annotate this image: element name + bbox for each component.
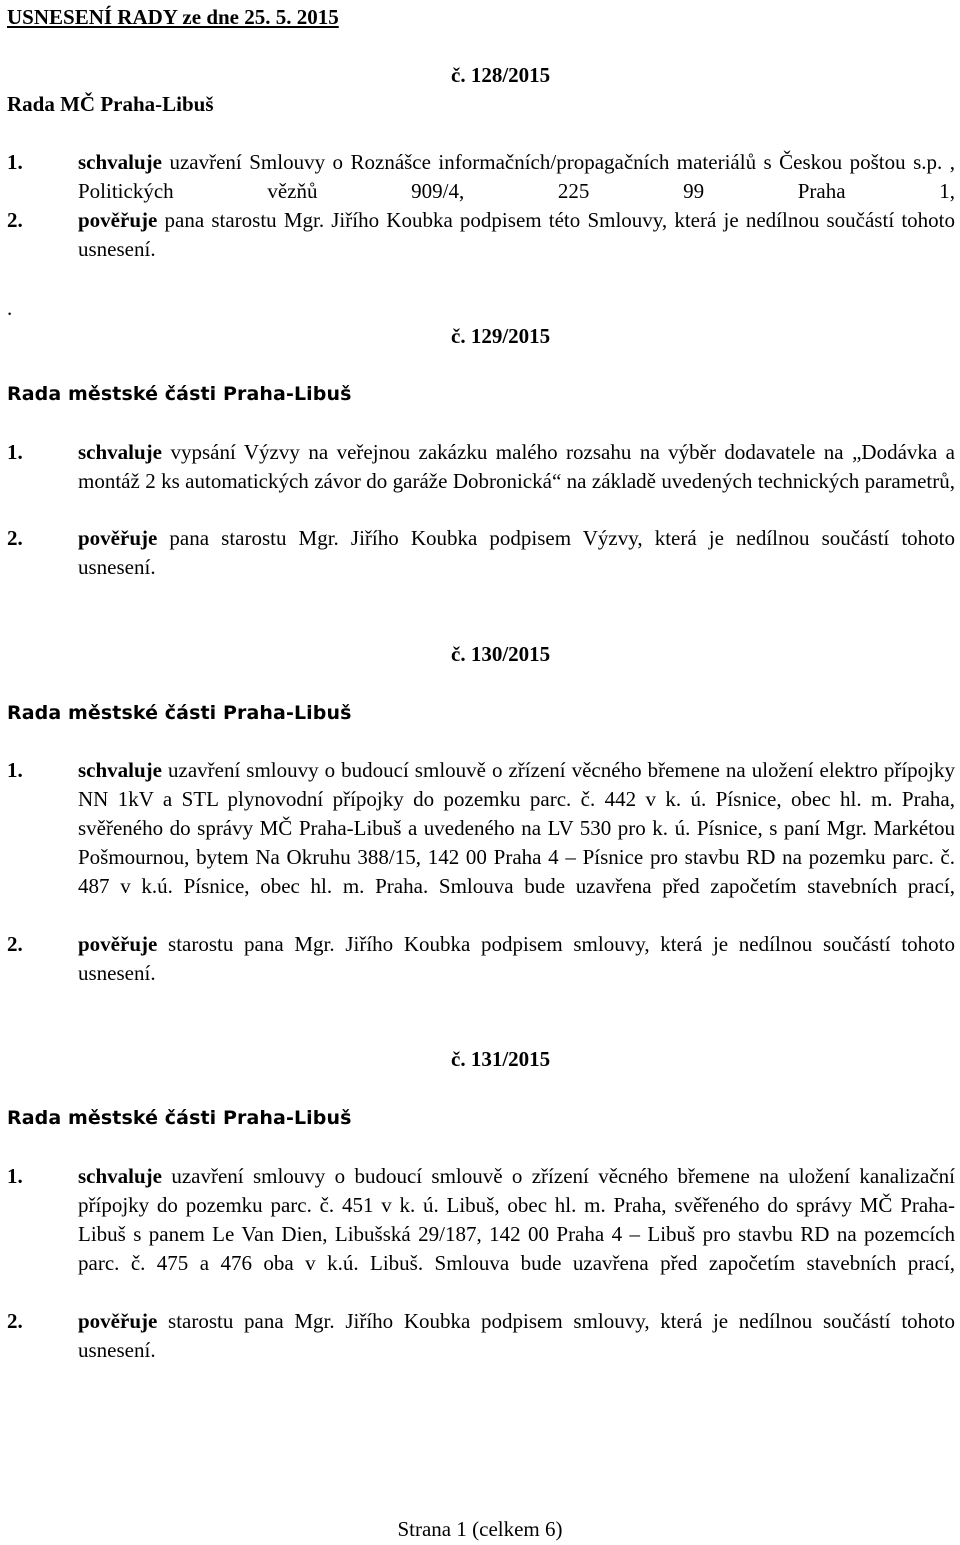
item-number: 1. xyxy=(7,440,23,464)
resolution-item xyxy=(7,438,955,496)
item-number: 2. xyxy=(7,1309,23,1333)
item-text xyxy=(78,524,955,582)
item-text xyxy=(78,206,955,264)
council-name: Rada městské části Praha-Libuš xyxy=(7,1107,352,1129)
resolution-item xyxy=(7,1307,955,1365)
item-verb: pověřuje xyxy=(78,526,158,550)
resolution-item xyxy=(7,148,955,206)
item-number: 1. xyxy=(7,150,23,174)
item-verb: pověřuje xyxy=(78,208,158,232)
stray-dot: . xyxy=(7,296,13,320)
item-body: starostu pana Mgr. Jiřího Koubka podpisem smlouvy, která je nedílnou součástí tohoto usnesení. xyxy=(78,932,955,985)
resolution-item xyxy=(7,206,955,264)
item-text xyxy=(78,1307,955,1365)
item-text xyxy=(78,148,955,206)
item-verb: pověřuje xyxy=(78,1309,158,1333)
item-verb: pověřuje xyxy=(78,932,158,956)
item-text xyxy=(78,756,955,901)
resolution-item xyxy=(7,524,955,582)
resolution-item xyxy=(7,930,955,988)
item-text xyxy=(78,1162,955,1278)
resolution-number: č. 131/2015 xyxy=(451,1047,551,1071)
item-body: pana starostu Mgr. Jiřího Koubka podpisem Výzvy, která je nedílnou součástí tohoto usnesení. xyxy=(78,526,955,579)
council-name: Rada městské části Praha-Libuš xyxy=(7,702,352,724)
item-text xyxy=(78,930,955,988)
item-number: 2. xyxy=(7,932,23,956)
resolution-item xyxy=(7,1162,955,1278)
council-name: Rada MČ Praha-Libuš xyxy=(7,92,214,116)
item-verb: schvaluje xyxy=(78,1164,162,1188)
page-footer: Strana 1 (celkem 6) xyxy=(397,1517,563,1541)
item-body: uzavření smlouvy o budoucí smlouvě o zřízení věcného břemene na uložení kanalizační přípojky do pozemku parc. č. 451 v k. ú. Libuš, obec hl. m. Praha, svěřeného do správy MČ Praha-Libuš s panem Le Van Dien, Libušská 29/187, 142 00 Praha 4 – Libuš pro stavbu RD na pozemcích parc. č. 475 a 476 oba v k.ú. Libuš. Smlouva bude uzavřena před započetím stavebních prací, xyxy=(78,1164,955,1275)
item-number: 2. xyxy=(7,208,23,232)
item-text xyxy=(78,438,955,496)
item-body: starostu pana Mgr. Jiřího Koubka podpisem smlouvy, která je nedílnou součástí tohoto usnesení. xyxy=(78,1309,955,1362)
item-body: vypsání Výzvy na veřejnou zakázku malého rozsahu na výběr dodavatele na „Dodávka a montáž 2 ks automatických závor do garáže Dobronická“ na základě uvedených technických parametrů, xyxy=(78,440,955,493)
item-number: 2. xyxy=(7,526,23,550)
item-verb: schvaluje xyxy=(78,150,162,174)
item-verb: schvaluje xyxy=(78,440,162,464)
item-number: 1. xyxy=(7,758,23,782)
resolution-item xyxy=(7,756,955,901)
council-name: Rada městské části Praha-Libuš xyxy=(7,383,352,405)
item-verb: schvaluje xyxy=(78,758,162,782)
item-body: pana starostu Mgr. Jiřího Koubka podpisem této Smlouvy, která je nedílnou součástí tohoto usnesení. xyxy=(78,208,955,261)
document-title: USNESENÍ RADY ze dne 25. 5. 2015 xyxy=(7,5,339,29)
resolution-number: č. 129/2015 xyxy=(451,324,551,348)
item-body: uzavření Smlouvy o Roznášce informačních/propagačních materiálů s Českou poštou s.p. , Politických vězňů 909/4, 225 99 Praha 1, xyxy=(78,150,955,203)
item-number: 1. xyxy=(7,1164,23,1188)
resolution-number: č. 130/2015 xyxy=(451,642,551,666)
item-body: uzavření smlouvy o budoucí smlouvě o zřízení věcného břemene na uložení elektro přípojky NN 1kV a STL plynovodní přípojky do pozemku parc. č. 442 v k. ú. Písnice, obec hl. m. Praha, svěřeného do správy MČ Praha-Libuš a uvedeného na LV 530 pro k. ú. Písnice, s paní Mgr. Markétou Pošmournou, bytem Na Okruhu 388/15, 142 00 Praha 4 – Písnice pro stavbu RD na pozemku parc. č. 487 v k.ú. Písnice, obec hl. m. Praha. Smlouva bude uzavřena před započetím stavebních prací, xyxy=(78,758,955,898)
resolution-number: č. 128/2015 xyxy=(451,63,551,87)
